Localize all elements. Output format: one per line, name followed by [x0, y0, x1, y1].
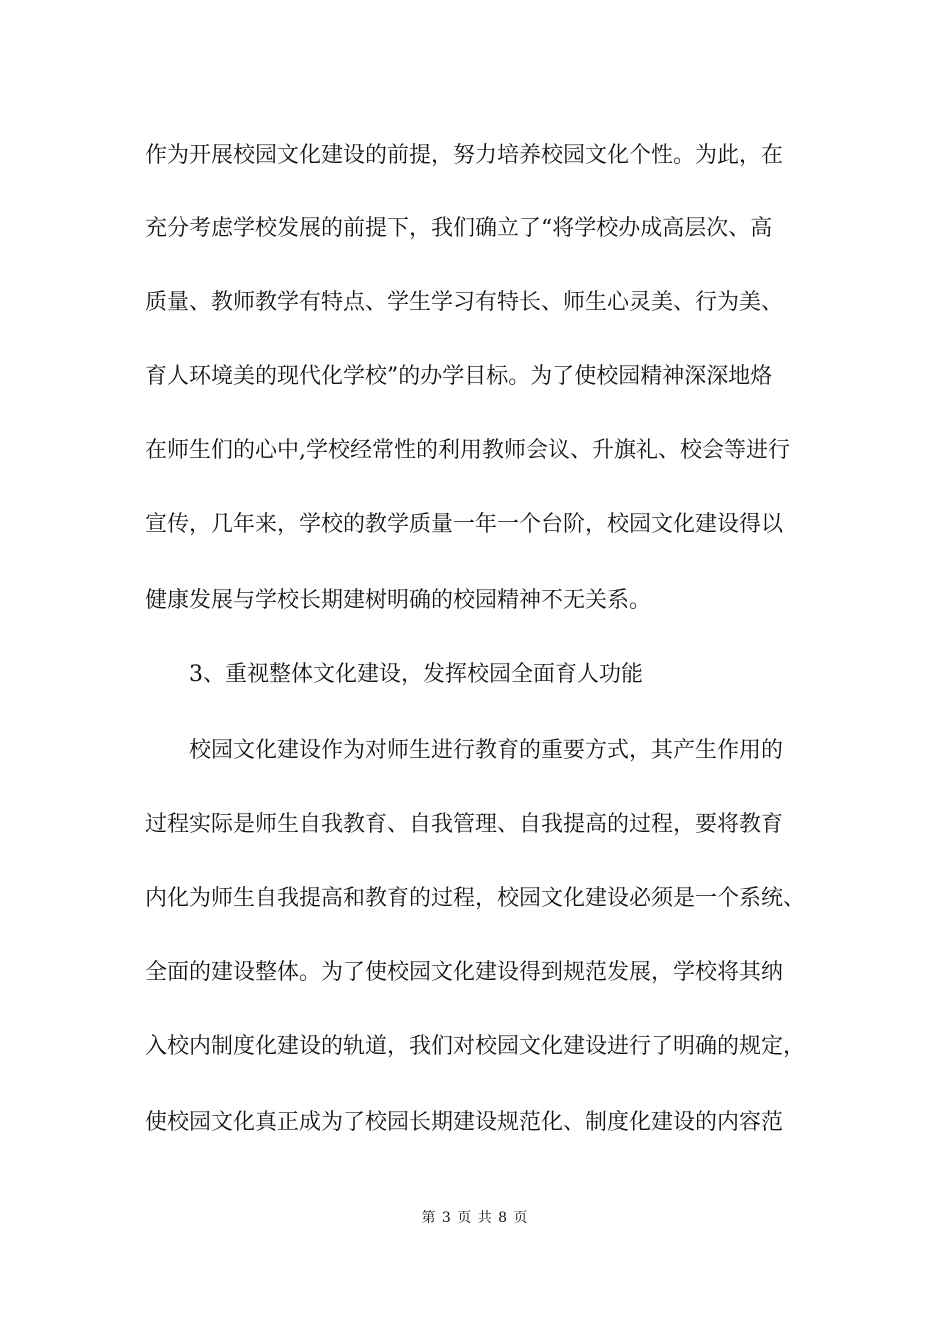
body-line-14: 使校园文化真正成为了校园长期建设规范化、制度化建设的内容范 — [145, 1110, 784, 1135]
body-line-7: 健康发展与学校长期建树明确的校园精神不无关系。 — [145, 588, 652, 613]
body-line-1: 作为开展校园文化建设的前提，努力培养校园文化个性。为此，在 — [145, 143, 784, 168]
section-heading: 3、重视整体文化建设，发挥校园全面育人功能 — [189, 662, 643, 687]
body-line-13: 入校内制度化建设的轨道，我们对校园文化建设进行了明确的规定， — [145, 1034, 806, 1059]
body-line-4: 育人环境美的现代化学校”的办学目标。为了使校园精神深深地烙 — [145, 364, 773, 389]
body-line-9: 校园文化建设作为对师生进行教育的重要方式，其产生作用的 — [189, 738, 784, 763]
body-line-11: 内化为师生自我提高和教育的过程，校园文化建设必须是一个系统、 — [145, 886, 806, 911]
body-line-10: 过程实际是师生自我教育、自我管理、自我提高的过程，要将教育 — [145, 812, 784, 837]
body-line-12: 全面的建设整体。为了使校园文化建设得到规范发展，学校将其纳 — [145, 960, 784, 985]
page-number-footer: 第 3 页 共 8 页 — [421, 1210, 529, 1226]
body-line-5: 在师生们的心中,学校经常性的利用教师会议、升旗礼、校会等进行 — [145, 438, 790, 463]
body-line-6: 宣传，几年来，学校的教学质量一年一个台阶，校园文化建设得以 — [145, 512, 784, 537]
body-line-3: 质量、教师教学有特点、学生学习有特长、师生心灵美、行为美、 — [145, 290, 784, 315]
body-line-2: 充分考虑学校发展的前提下，我们确立了“将学校办成高层次、高 — [145, 216, 773, 241]
